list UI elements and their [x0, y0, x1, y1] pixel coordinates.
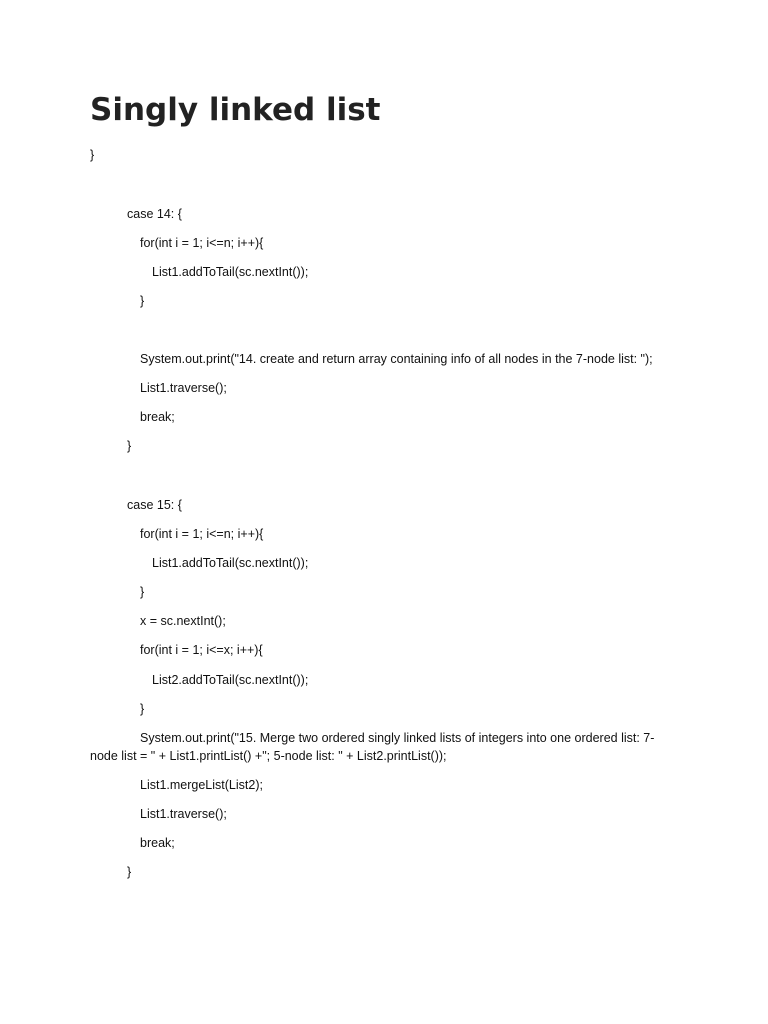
code-line: case 15: {	[127, 498, 182, 512]
code-line-wrapped: System.out.print("15. Merge two ordered singly linked lists of integers into one ordered list: 7-node list = " + List1.printList() +"; 5-node list: " + List2.printList());	[90, 731, 655, 763]
code-line: for(int i = 1; i<=n; i++){	[140, 236, 264, 250]
code-line: x = sc.nextInt();	[140, 614, 226, 628]
code-line: }	[140, 585, 145, 599]
code-line: List1.addToTail(sc.nextInt());	[152, 556, 309, 570]
code-line: }	[127, 865, 132, 879]
code-line: List1.mergeList(List2);	[140, 778, 263, 792]
code-line: List2.addToTail(sc.nextInt());	[152, 673, 309, 687]
code-line: }	[140, 294, 145, 308]
code-line: for(int i = 1; i<=x; i++){	[140, 643, 263, 657]
code-line: System.out.print("14. create and return array containing info of all nodes in the 7-node list: ");	[140, 352, 653, 366]
code-line: for(int i = 1; i<=n; i++){	[140, 527, 264, 541]
code-line: break;	[140, 836, 175, 850]
code-line: break;	[140, 410, 175, 424]
code-line: List1.addToTail(sc.nextInt());	[152, 265, 309, 279]
code-line: List1.traverse();	[140, 381, 227, 395]
code-line: List1.traverse();	[140, 807, 227, 821]
code-line: }	[127, 439, 132, 453]
code-line: }	[90, 148, 95, 162]
document-title: Singly linked list	[90, 92, 381, 128]
code-line: }	[140, 702, 145, 716]
code-line: case 14: {	[127, 207, 182, 221]
